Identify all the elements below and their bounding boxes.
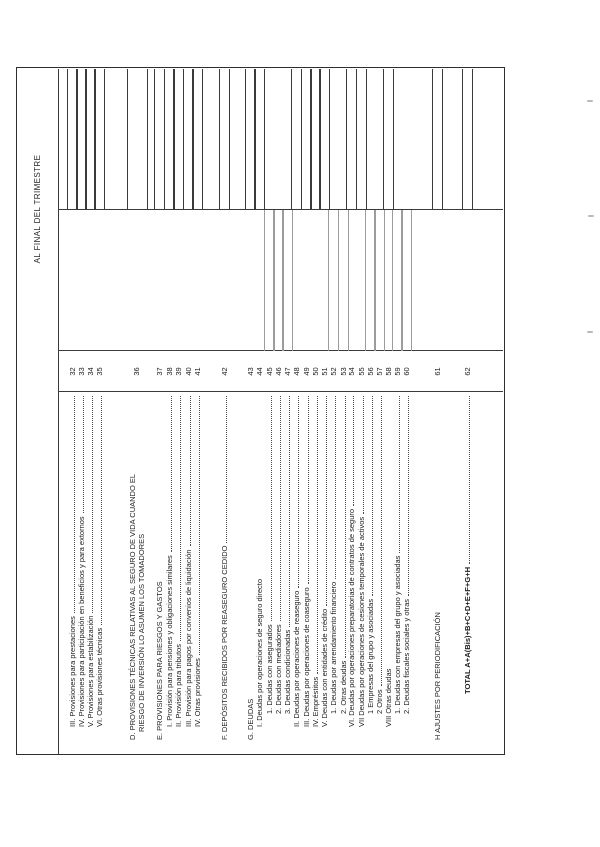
row-label-text: RIESGO DE INVERSIÓN LO ASUMEN LOS TOMADORES	[136, 533, 146, 732]
dot-leader	[280, 396, 281, 621]
table-row-label	[86, 394, 95, 727]
grid-line	[76, 69, 77, 210]
dot-leader	[345, 396, 346, 658]
row-number: 39	[173, 367, 183, 376]
row-label-text: III. Deudas por operaciones de coaseguro	[301, 587, 311, 727]
table-row-label	[68, 394, 77, 727]
row-label-text: IV. Empréstitos	[310, 676, 320, 727]
grid-line	[245, 69, 246, 210]
dot-leader	[271, 396, 272, 621]
row-number: 43	[245, 367, 255, 376]
grid-line	[94, 69, 95, 210]
table-row-label	[393, 394, 402, 714]
row-number: 55	[356, 367, 366, 376]
grid-line	[219, 69, 220, 210]
row-label-text: VII Deudas por operaciones de cesiones temporales de activos	[356, 516, 366, 727]
table-row-label	[274, 394, 283, 714]
row-label-text: G. DEUDAS	[245, 698, 255, 740]
row-number: 47	[282, 367, 292, 376]
row-number: 42	[219, 367, 229, 376]
row-number: 60	[401, 367, 411, 376]
table-row-label	[433, 394, 442, 740]
inner-cell-line	[264, 210, 265, 351]
dot-leader	[308, 396, 309, 584]
grid-line	[356, 69, 357, 210]
grid-line	[202, 69, 203, 210]
dot-leader	[101, 396, 102, 625]
dot-leader	[399, 396, 400, 553]
table-row-label	[165, 394, 174, 727]
dot-leader	[92, 396, 93, 613]
row-number: 49	[301, 367, 311, 376]
row-label-text: H AJUSTES POR PERIODIFICACIÓN	[432, 612, 442, 740]
dot-leader	[190, 396, 191, 546]
table-row-label	[155, 394, 164, 740]
dot-leader	[83, 396, 84, 513]
row-label-text: 2. Deudas fiscales sociales y otras	[401, 598, 411, 714]
grid-line	[383, 69, 384, 210]
inner-cell-line	[273, 210, 274, 351]
table-row-label	[77, 394, 86, 727]
inner-cell-line	[384, 210, 385, 351]
row-number: 36	[132, 367, 141, 376]
row-number: 46	[273, 367, 283, 376]
column-header-al-final-del-trimestre: AL FINAL DEL TRIMESTRE	[33, 154, 42, 264]
table-row-label	[357, 394, 366, 727]
row-label-text: 2 Otros	[374, 689, 384, 714]
row-number: 51	[319, 367, 329, 376]
table-row-label	[347, 394, 356, 727]
table-row-label	[184, 394, 193, 727]
grid-line	[393, 69, 394, 210]
dot-leader	[289, 396, 290, 627]
row-label-text: III. Provisión para pagos por convenios de liquidación	[183, 549, 193, 727]
table-row-label	[95, 394, 104, 727]
rotated-table-wrapper	[16, 67, 505, 755]
grid-line	[264, 69, 265, 210]
dot-leader	[180, 396, 181, 641]
table-row-label	[137, 394, 146, 732]
table-row-label	[320, 394, 329, 727]
table-row-label	[128, 394, 137, 740]
row-number: 37	[154, 367, 164, 376]
inner-cell-line	[348, 210, 349, 351]
balance-form-table	[16, 67, 505, 755]
table-row-label	[193, 394, 202, 727]
grid-line	[254, 69, 255, 210]
row-number: 56	[365, 367, 375, 376]
row-number: 45	[264, 367, 274, 376]
dot-leader	[469, 396, 470, 564]
row-label-text: VI. Deudas por operaciones preparatorias de contratos de seguro	[346, 508, 356, 727]
dot-leader	[171, 396, 172, 552]
row-number: 48	[291, 367, 301, 376]
table-row-label	[265, 394, 274, 714]
scan-speck	[587, 331, 593, 333]
row-number: 50	[310, 367, 320, 376]
grid-line	[183, 69, 184, 210]
dot-leader	[408, 396, 409, 596]
inner-cell-line	[328, 210, 329, 351]
row-label-text: III. Provisiones para prestaciones	[67, 616, 77, 727]
row-label-text: VIII Otras deudas	[383, 668, 393, 727]
table-row-label	[255, 394, 264, 727]
table-row-label	[366, 394, 375, 714]
grid-line	[442, 69, 443, 210]
row-label-text: 3. Deudas condicionadas	[282, 629, 292, 714]
row-label-text: V. Deudas con entidades de crédito	[319, 608, 329, 727]
row-label-text: 1 Empresas del grupo y asociadas	[365, 598, 375, 714]
row-number: 41	[192, 367, 202, 376]
table-row-label	[246, 394, 255, 740]
grid-line	[346, 69, 347, 210]
grid-line	[472, 69, 473, 210]
dot-leader	[381, 396, 382, 686]
grid-line	[173, 69, 174, 210]
dot-leader	[298, 396, 299, 588]
dot-leader	[199, 396, 200, 655]
grid-line	[229, 69, 230, 210]
inner-cell-line	[282, 210, 283, 351]
row-number: 58	[383, 367, 393, 376]
grid-line	[147, 69, 148, 210]
row-number: 62	[462, 367, 472, 376]
grid-line	[301, 69, 302, 210]
grid-line	[85, 69, 86, 210]
row-label-text: D. PROVISIONES TÉCNICAS RELATIVAS AL SEGURO DE VIDA CUANDO EL	[127, 473, 137, 740]
row-number: 61	[432, 367, 442, 376]
dot-leader	[317, 396, 318, 674]
scan-speck	[588, 215, 594, 217]
row-number: 33	[76, 367, 86, 376]
table-row-label	[311, 394, 320, 727]
grid-line	[310, 69, 311, 210]
row-number: 44	[254, 367, 264, 376]
row-label-text: IV. Provisiones para participación en beneficios y para extornos	[76, 516, 86, 727]
table-row-label	[402, 394, 411, 714]
row-label-text: E. PROVISIONES PARA RIESGOS Y GASTOS	[154, 581, 164, 740]
table-row-label	[463, 394, 472, 694]
row-label-text: V. Provisiones para estabilización	[85, 615, 95, 727]
table-row-label	[292, 394, 301, 727]
row-number: 35	[94, 367, 104, 376]
dot-leader	[353, 396, 354, 506]
row-label-text: I. Provisión para pensiones y obligaciones similares	[164, 555, 174, 727]
row-number: 59	[392, 367, 402, 376]
row-label-text: IV. Otras provisiones	[192, 658, 202, 727]
inner-cell-line	[411, 210, 412, 351]
row-number: 53	[338, 367, 348, 376]
row-number: 52	[328, 367, 338, 376]
grid-line	[67, 69, 68, 210]
inner-cell-line	[365, 210, 366, 351]
row-label-text: F. DEPÓSITOS RECIBIDOS POR REASEGURO CEDIDO	[219, 545, 229, 740]
row-label-text: 2. Otras deudas	[338, 660, 348, 714]
dot-leader	[226, 396, 227, 543]
inner-cell-line	[401, 210, 402, 351]
grid-line	[432, 69, 433, 210]
grid-line	[291, 69, 292, 210]
row-number: 34	[85, 367, 95, 376]
row-label-text: II. Deudas por operaciones de reaseguro	[291, 590, 301, 727]
table-row-label	[220, 394, 229, 740]
row-label-text: 1. Deudas con empresas del grupo y asociadas	[392, 555, 402, 714]
grid-line	[154, 69, 155, 210]
grid-line	[127, 69, 128, 210]
table-row-label	[384, 394, 393, 727]
dot-leader	[335, 396, 336, 579]
table-row-label	[302, 394, 311, 727]
inner-cell-line	[338, 210, 339, 351]
grid-line	[58, 69, 59, 754]
row-label-text: 1. Deudas por arrendamiento financiero	[328, 581, 338, 714]
dot-leader	[74, 396, 75, 613]
inner-cell-line	[392, 210, 393, 351]
scan-speck	[587, 100, 593, 102]
row-label-text: I. Deudas por operaciones de seguro directo	[254, 578, 264, 727]
grid-line	[329, 69, 330, 210]
grid-line	[462, 69, 463, 210]
grid-line	[366, 69, 367, 210]
dot-leader	[326, 396, 327, 606]
row-label-text: TOTAL A+A(Bis)+B+C+D+E+F+G+H	[462, 566, 472, 694]
row-number: 54	[346, 367, 356, 376]
inner-cell-line	[292, 210, 293, 351]
grid-line	[192, 69, 193, 210]
row-number: 38	[164, 367, 174, 376]
row-label-text: 2. Deudas con mediadores	[273, 624, 283, 714]
table-row-label	[174, 394, 183, 727]
grid-line	[319, 69, 320, 210]
row-label-text: II. Provisión para tributos	[173, 644, 183, 727]
row-label-text: VI. Otras provisiones técnicas	[94, 627, 104, 727]
grid-line	[58, 209, 503, 210]
row-number: 57	[374, 367, 384, 376]
table-row-label	[283, 394, 292, 714]
grid-line	[104, 69, 105, 210]
grid-line	[164, 69, 165, 210]
dot-leader	[363, 396, 364, 514]
row-label-text: 1. Deudas con asegurados	[264, 624, 274, 714]
table-row-label	[375, 394, 384, 714]
row-number: 40	[183, 367, 193, 376]
table-row-label	[329, 394, 338, 714]
row-number: 32	[67, 367, 77, 376]
dot-leader	[372, 396, 373, 596]
inner-cell-line	[374, 210, 375, 351]
